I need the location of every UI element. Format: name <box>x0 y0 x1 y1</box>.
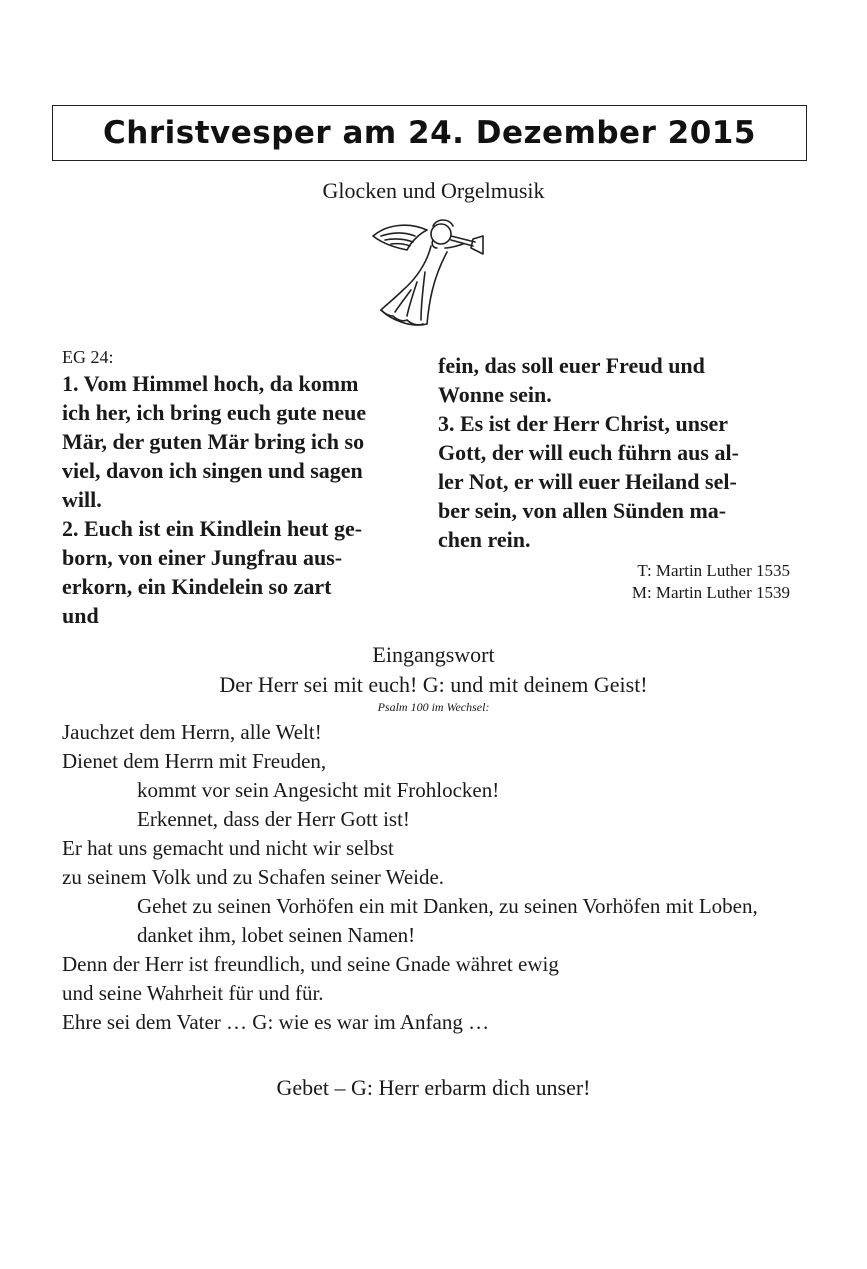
hymn-line: ber sein, von allen Sünden ma- <box>438 498 727 523</box>
hymn-line: born, von einer Jungfrau aus- <box>62 545 343 570</box>
hymn-line: 1. Vom Himmel hoch, da komm <box>62 371 359 396</box>
hymn-line: und <box>62 603 99 628</box>
section-heading: Eingangswort <box>372 642 495 667</box>
hymn-line: erkorn, ein Kindelein so zart <box>62 574 332 599</box>
psalm-line: Erkennet, dass der Herr Gott ist! <box>137 807 410 831</box>
psalm-line: danket ihm, lobet seinen Namen! <box>137 923 416 947</box>
psalm-text <box>62 718 822 1037</box>
hymn-line: Wonne sein. <box>438 382 552 407</box>
title-box <box>52 105 807 161</box>
hymn-line: will. <box>62 487 102 512</box>
psalm-line: Er hat uns gemacht und nicht wir selbst <box>62 836 394 860</box>
psalm-line: Dienet dem Herrn mit Freuden, <box>62 749 327 773</box>
hymn-line: ler Not, er will euer Heiland sel- <box>438 469 737 494</box>
hymn-line: viel, davon ich singen und sagen <box>62 458 363 483</box>
hymn-line: 3. Es ist der Herr Christ, unser <box>438 411 729 436</box>
psalm-line: kommt vor sein Angesicht mit Frohlocken! <box>137 778 500 802</box>
hymn-column-right <box>438 351 798 604</box>
angel-with-trumpet-icon <box>367 212 497 332</box>
psalm-line: Jauchzet dem Herrn, alle Welt! <box>62 720 322 744</box>
hymn-line: chen rein. <box>438 527 531 552</box>
hymn-line: ich her, ich bring euch gute neue <box>62 400 367 425</box>
greeting: Der Herr sei mit euch! G: und mit deinem Geist! <box>219 672 648 697</box>
page-title: Christvesper am 24. Dezember 2015 <box>103 115 756 151</box>
psalm-line: Gehet zu seinen Vorhöfen ein mit Danken, zu seinen Vorhöfen mit Loben, <box>137 894 758 918</box>
psalm-line: Ehre sei dem Vater … G: wie es war im Anfang … <box>62 1010 490 1034</box>
hymn-credits <box>438 560 798 604</box>
music-credit: M: Martin Luther 1539 <box>631 583 790 602</box>
psalm-line: Denn der Herr ist freundlich, und seine Gnade währet ewig <box>62 952 559 976</box>
hymn-line: fein, das soll euer Freud und <box>438 353 705 378</box>
hymn-reference: EG 24: <box>62 347 114 367</box>
hymn-line: Mär, der guten Mär bring ich so <box>62 429 365 454</box>
subtitle: Glocken und Orgelmusik <box>322 178 545 203</box>
hymn-column-left <box>62 345 422 630</box>
hymn-line: 2. Euch ist ein Kindlein heut ge- <box>62 516 363 541</box>
hymn-line: Gott, der will euch führn aus al- <box>438 440 739 465</box>
psalm-line: zu seinem Volk und zu Schafen seiner Weide. <box>62 865 445 889</box>
psalm-reference: Psalm 100 im Wechsel: <box>377 700 490 714</box>
text-credit: T: Martin Luther 1535 <box>637 561 790 580</box>
psalm-line: und seine Wahrheit für und für. <box>62 981 324 1005</box>
prayer: Gebet – G: Herr erbarm dich unser! <box>276 1075 591 1100</box>
